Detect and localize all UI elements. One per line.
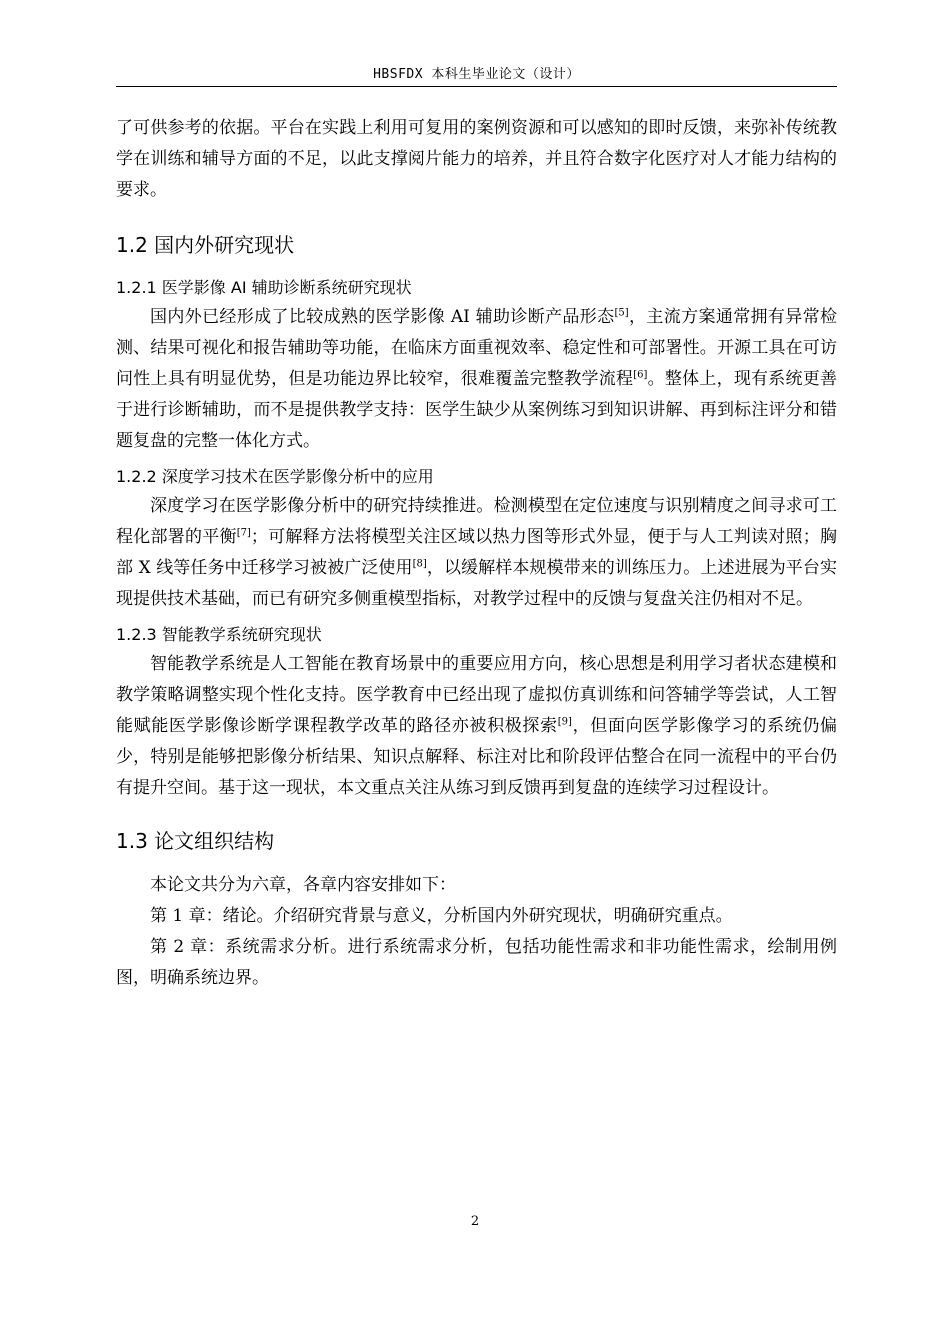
- paragraph-intelligent-tutoring: [116, 649, 837, 804]
- citation-7: [7]: [236, 527, 251, 539]
- citation-9: [9]: [557, 716, 572, 728]
- paragraph-continuation: 了可供参考的依据。平台在实践上利用可复用的案例资源和可以感知的即时反馈，来弥补传统教学在训练和辅导方面的不足，以此支撑阅片能力的培养，并且符合数字化医疗对人才能力结构的要求。: [116, 118, 837, 200]
- running-header: HBSFDX 本科生毕业论文（设计）: [373, 67, 580, 82]
- citation-5: [5]: [614, 307, 629, 319]
- citation-6: [6]: [633, 369, 648, 381]
- header-rule: [116, 86, 837, 87]
- paragraph-text: ，主流方案通常拥有异常检测、结果可视化和报告辅助等功能，在临床方面重视效率、稳定性和可部署性。开源工具在可访问性上具有明显优势，但是功能边界比较窄，很难覆盖完整教学流程: [116, 307, 837, 389]
- paragraph-text: 。整体上，现有系统更善于进行诊断辅助，而不是提供教学支持：医学生缺少从案例练习到知识讲解、再到标注评分和错题复盘的完整一体化方式。: [116, 369, 838, 451]
- paragraph-chapter-1: 第 1 章：绪论。介绍研究背景与意义，分析国内外研究现状，明确研究重点。: [150, 906, 733, 926]
- paragraph-text: ，以缓解样本规模带来的训练压力。上述进展为平台实现提供技术基础，而已有研究多侧重模型指标，对教学过程中的反馈与复盘关注仍相对不足。: [116, 558, 837, 609]
- paragraph-text: ；可解释方法将模型关注区域以热力图等形式外显，便于与人工判读对照；胸部 X 线等任务中迁移学习被被广泛使用: [116, 527, 838, 578]
- section-heading-1-2: 1.2 国内外研究现状: [116, 233, 295, 257]
- paragraph-chapter-2: 第 2 章：系统需求分析。进行系统需求分析，包括功能性需求和非功能性需求，绘制用例图，明确系统边界。: [116, 937, 837, 988]
- paragraph-text: 国内外已经形成了比较成熟的医学影像 AI 辅助诊断产品形态: [150, 307, 615, 327]
- subsection-heading-1-2-1: 1.2.1 医学影像 AI 辅助诊断系统研究现状: [116, 278, 412, 297]
- page-body: [116, 113, 837, 994]
- section-heading-1-3: 1.3 论文组织结构: [116, 829, 275, 853]
- citation-8: [8]: [412, 558, 427, 570]
- paragraph-deep-learning: [116, 491, 837, 615]
- subsection-heading-1-2-2: 1.2.2 深度学习技术在医学影像分析中的应用: [116, 467, 434, 486]
- paragraph-text: 深度学习在医学影像分析中的研究持续推进。检测模型在定位速度与识别精度之间寻求可工程化部署的平衡: [116, 496, 837, 547]
- subsection-heading-1-2-3: 1.2.3 智能教学系统研究现状: [116, 625, 322, 644]
- page-number: 2: [470, 1214, 480, 1229]
- paragraph-text: ，但面向医学影像学习的系统仍偏少，特别是能够把影像分析结果、知识点解释、标注对比和阶段评估整合在同一流程中的平台仍有提升空间。基于这一现状，本文重点关注从练习到反馈再到复盘的连续学习过程设计。: [116, 716, 838, 798]
- paragraph-chapter-intro: 本论文共分为六章，各章内容安排如下：: [150, 875, 456, 895]
- paragraph-ai-diagnosis: [116, 302, 837, 457]
- paragraph-text: 智能教学系统是人工智能在教育场景中的重要应用方向，核心思想是利用学习者状态建模和教学策略调整实现个性化支持。医学教育中已经出现了虚拟仿真训练和问答辅学等尝试，人工智能赋能医学影像诊断学课程教学改革的路径亦被积极探索: [116, 654, 837, 736]
